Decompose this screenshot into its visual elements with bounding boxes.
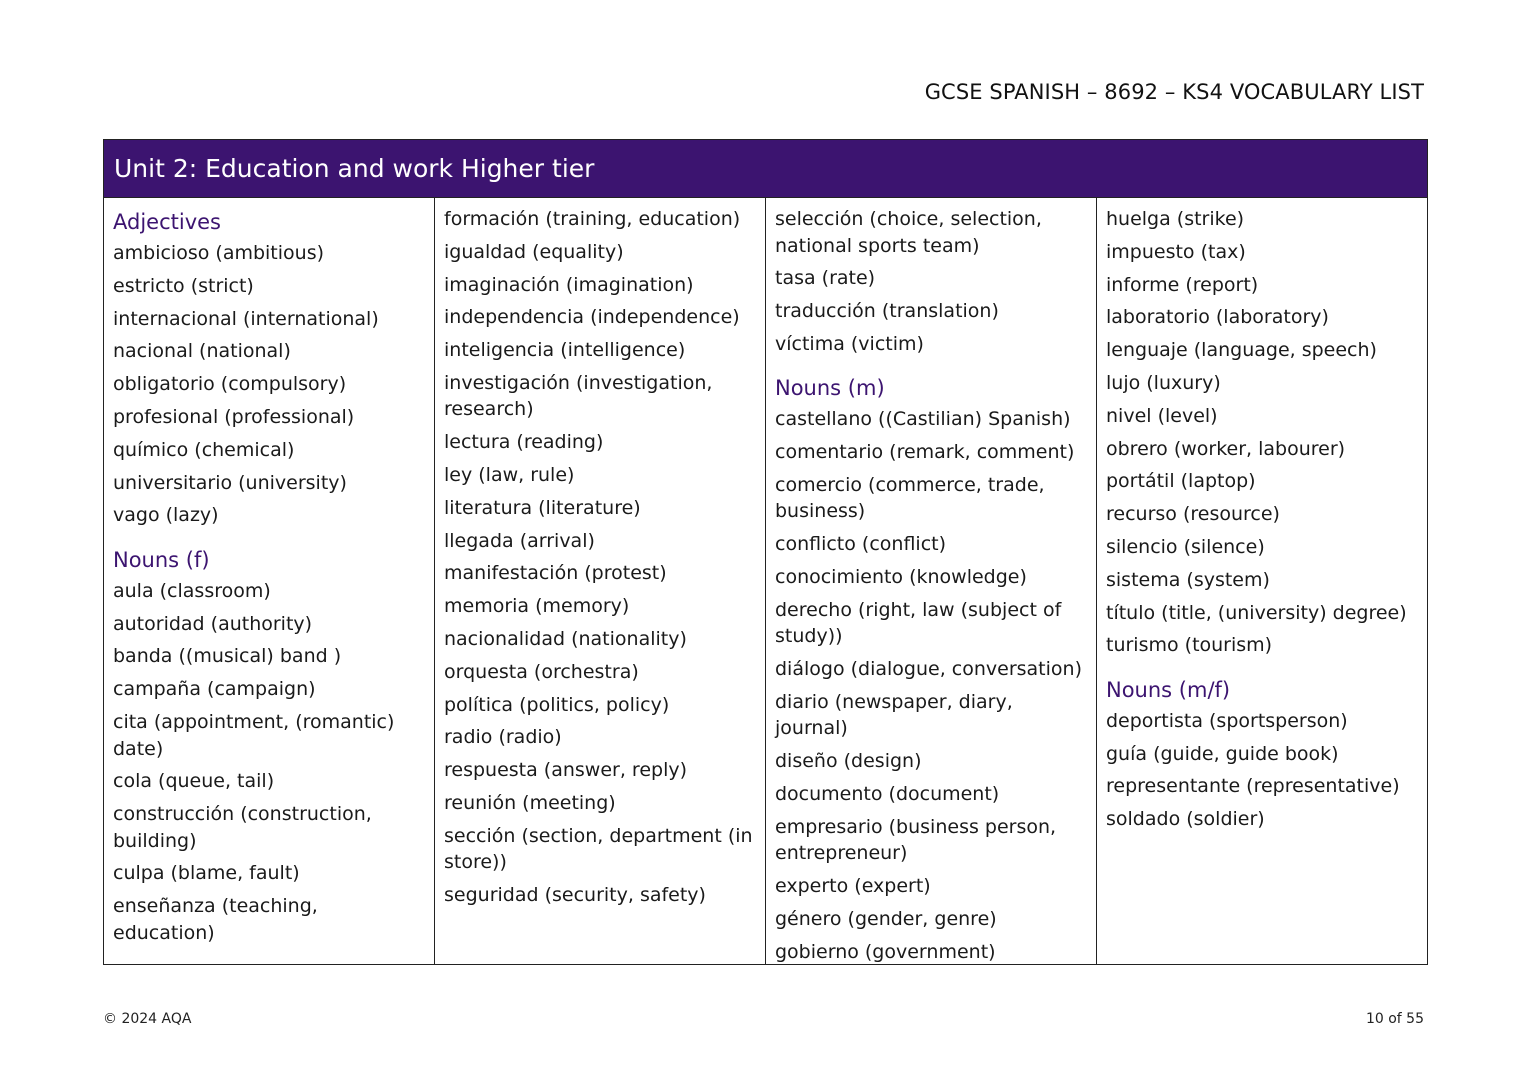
vocab-entry: campaña (campaign) [113,678,316,701]
vocab-entry: vago (lazy) [113,504,219,527]
vocab-entry: informe (report) [1106,273,1259,296]
vocab-entry: memoria (memory) [444,595,630,618]
vocab-entry: diseño (design) [775,750,922,773]
vocab-entry: castellano ((Castilian) Spanish) [775,408,1071,431]
vocab-entry: cita (appointment, (romantic) date) [113,711,395,760]
vocab-entry: estricto (strict) [113,274,254,297]
vocab-entry: ambicioso (ambitious) [113,242,325,264]
vocab-entry: lujo (luxury) [1106,371,1221,394]
copyright-notice: © 2024 AQA [103,1011,192,1027]
vocab-entry: cola (queue, tail) [113,770,275,793]
vocab-entry: sistema (system) [1106,568,1270,591]
vocab-entry: imaginación (imagination) [444,273,694,296]
vocab-entry: universitario (university) [113,471,347,494]
vocab-entry: documento (document) [775,783,1000,806]
vocab-entry: enseñanza (teaching, education) [113,895,318,944]
vocab-entry: nacional (national) [113,340,291,363]
vocab-entry: obligatorio (compulsory) [113,373,347,396]
vocab-entry: sección (section, department (in store)) [444,824,753,874]
vocab-entry: profesional (professional) [113,405,355,428]
vocab-entry: formación (training, education) [444,208,741,230]
vocab-entry: conocimiento (knowledge) [775,566,1027,589]
vocab-entry: tasa (rate) [775,267,876,290]
vocab-entry: selección (choice, selection, national sports team) [775,208,1042,257]
vocabulary-columns [104,198,1427,964]
vocab-entry: portátil (laptop) [1106,470,1256,493]
vocab-entry: radio (radio) [444,726,562,749]
section-heading-adjectives: Adjectives [113,210,221,234]
vocab-entry: banda ((musical) band ) [113,645,342,668]
vocabulary-column-4 [1097,198,1427,964]
vocab-entry: aula (classroom) [113,579,271,602]
vocab-entry: gobierno (government) [775,940,996,963]
vocab-entry: diálogo (dialogue, conversation) [775,658,1082,681]
vocab-entry: género (gender, genre) [775,907,997,930]
vocab-entry: autoridad (authority) [113,612,313,635]
vocab-entry: deportista (sportsperson) [1106,709,1348,732]
vocab-entry: investigación (investigation, research) [444,371,713,421]
vocab-entry: manifestación (protest) [444,562,667,585]
vocabulary-column-3 [766,198,1097,964]
vocab-entry: químico (chemical) [113,438,295,461]
vocab-entry: turismo (tourism) [1106,634,1273,657]
vocab-entry: traducción (translation) [775,300,999,323]
vocab-entry: obrero (worker, labourer) [1106,437,1346,460]
vocab-entry: guía (guide, guide book) [1106,742,1339,765]
vocab-entry: víctima (victim) [775,332,924,355]
vocab-entry: experto (expert) [775,875,931,898]
vocab-entry: igualdad (equality) [444,240,624,263]
page-number: 10 of 55 [1365,1011,1424,1027]
section-heading-nouns-m: Nouns (m) [775,376,885,401]
vocab-entry: empresario (business person, entrepreneur) [775,815,1057,865]
vocab-entry: llegada (arrival) [444,529,595,552]
vocabulary-column-2 [435,198,766,964]
document-header: GCSE SPANISH – 8692 – KS4 VOCABULARY LIST [924,80,1424,104]
vocab-entry: título (title, (university) degree) [1106,601,1407,624]
vocab-entry: comercio (commerce, trade, business) [775,473,1045,523]
vocabulary-column-1 [104,198,435,964]
vocab-entry: lenguaje (language, speech) [1106,339,1377,362]
section-heading-nouns-mf: Nouns (m/f) [1106,677,1231,702]
unit-title: Unit 2: Education and work Higher tier [104,140,1427,198]
section-heading-nouns-f: Nouns (f) [113,547,210,572]
vocab-entry: inteligencia (intelligence) [444,339,686,362]
vocab-entry: conflicto (conflict) [775,533,946,556]
vocab-entry: soldado (soldier) [1106,808,1265,831]
vocab-entry: culpa (blame, fault) [113,862,300,885]
vocab-entry: literatura (literature) [444,496,641,519]
vocab-entry: ley (law, rule) [444,464,575,487]
vocab-entry: diario (newspaper, diary, journal) [775,690,1013,740]
vocab-entry: lectura (reading) [444,431,604,454]
vocab-entry: impuesto (tax) [1106,240,1246,263]
vocab-entry: seguridad (security, safety) [444,884,706,907]
vocab-entry: recurso (resource) [1106,503,1280,526]
vocab-entry: política (politics, policy) [444,693,670,716]
vocab-entry: construcción (construction, building) [113,803,372,852]
vocab-entry: representante (representative) [1106,775,1400,798]
vocab-entry: nacionalidad (nationality) [444,628,687,651]
vocab-entry: respuesta (answer, reply) [444,759,688,782]
vocab-entry: nivel (level) [1106,404,1218,427]
vocab-entry: huelga (strike) [1106,208,1245,230]
vocab-entry: derecho (right, law (subject of study)) [775,598,1062,648]
vocabulary-table [103,139,1428,965]
vocab-entry: independencia (independence) [444,306,740,329]
vocab-entry: internacional (international) [113,307,379,330]
vocab-entry: silencio (silence) [1106,535,1265,558]
vocab-entry: laboratorio (laboratory) [1106,306,1329,329]
vocab-entry: orquesta (orchestra) [444,660,639,683]
vocab-entry: reunión (meeting) [444,792,616,815]
vocab-entry: comentario (remark, comment) [775,441,1075,464]
